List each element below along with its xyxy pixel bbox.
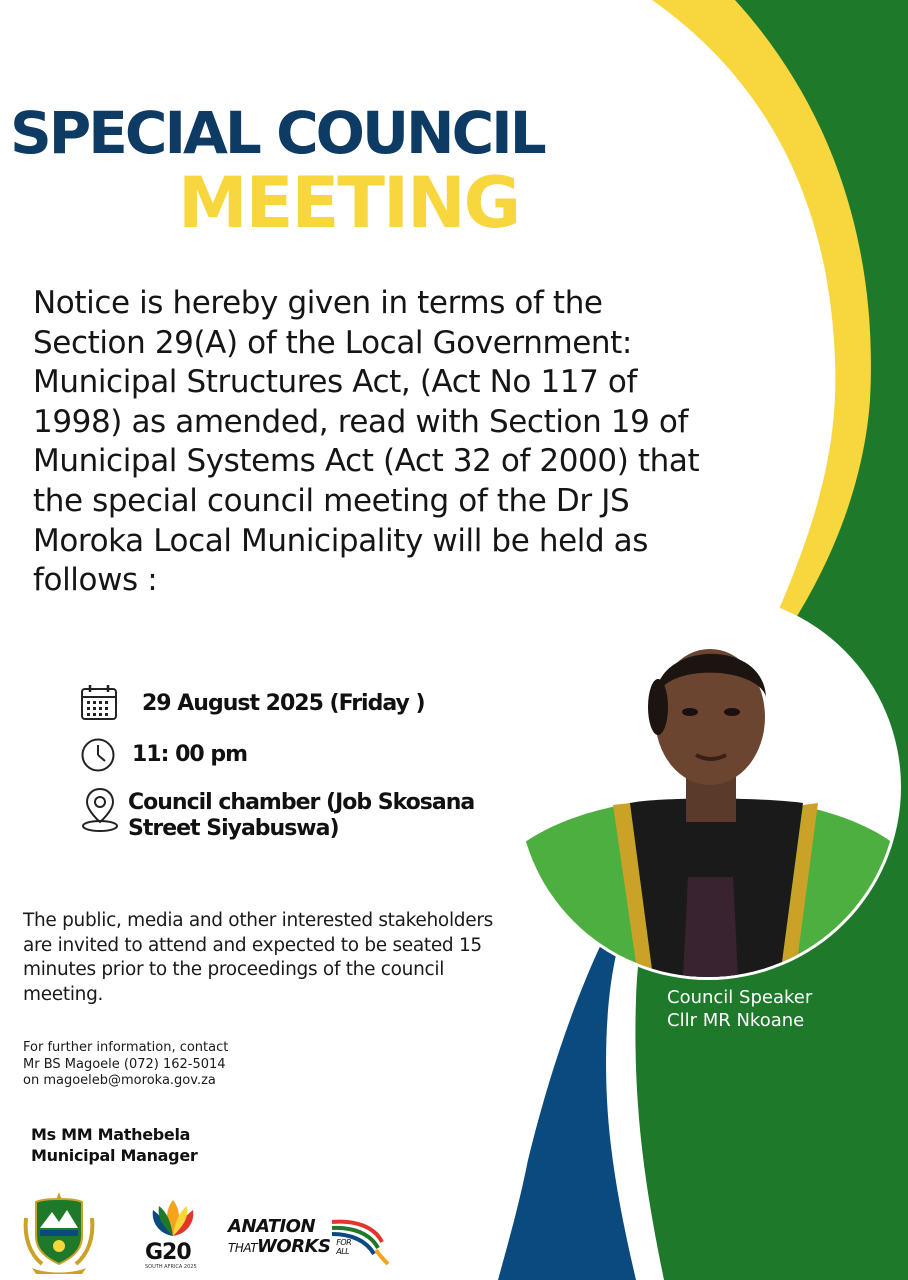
location-pin-icon [80,786,120,834]
venue-line2: Street Siyabuswa) [128,816,339,841]
contact-line1: For further information, contact [23,1040,229,1055]
meeting-venue [128,790,474,842]
tagline-for: FOR [336,1238,352,1247]
contact-email: on magoeleb@moroka.gov.za [23,1073,216,1088]
tagline-flag-swoosh [330,1218,392,1266]
g20-flower-icon [145,1196,201,1238]
meeting-date: 29 August 2025 (Friday ) [142,691,425,716]
detail-date [80,684,425,722]
calendar-icon [80,684,118,722]
signatory [31,1124,197,1166]
tagline-that: THAT [228,1241,258,1255]
contact-line2: Mr BS Magoele (072) 162-5014 [23,1056,226,1072]
signatory-role: Municipal Manager [31,1146,198,1165]
speaker-name: Cllr MR Nkoane [667,1010,805,1031]
notice-text: Notice is hereby given in terms of the Section 29(A) of the Local Government: Municipal Structures Act, (Act No 117 of 1998) as amended, read with Section 19 of Municipal Systems Act (Act 32 of 2000) that the special council meeting of the Dr JS Moroka Local Municipality will be held as follows : [33,285,700,599]
coat-of-arms-icon [22,1188,96,1276]
tagline-all: ALL [336,1247,350,1256]
meeting-time: 11: 00 pm [132,742,248,767]
signatory-name: Ms MM Mathebela [31,1125,191,1144]
tagline-nation: NATION [241,1216,316,1237]
title-line2: MEETING [178,162,520,244]
speaker-photo [518,597,898,977]
g20-subtext: SOUTH AFRICA 2025 [145,1264,197,1270]
detail-time [80,737,247,773]
detail-venue [80,786,474,842]
tagline-works: WORKS [257,1236,331,1257]
invitation-text: The public, media and other interested stakeholders are invited to attend and expected to be seated 15 minutes prior to the proceedings of the council meeting. [23,910,493,1005]
clock-icon [80,737,116,773]
venue-line1: Council chamber (Job Skosana [128,790,475,815]
title-line1: SPECIAL COUNCIL [10,99,544,167]
speaker-role: Council Speaker [667,987,813,1008]
contact-info [23,1040,228,1090]
speaker-portrait-illustration [518,597,898,977]
tagline-a: A [228,1216,242,1237]
g20-text: G20 [145,1240,191,1265]
speaker-caption [667,986,812,1032]
